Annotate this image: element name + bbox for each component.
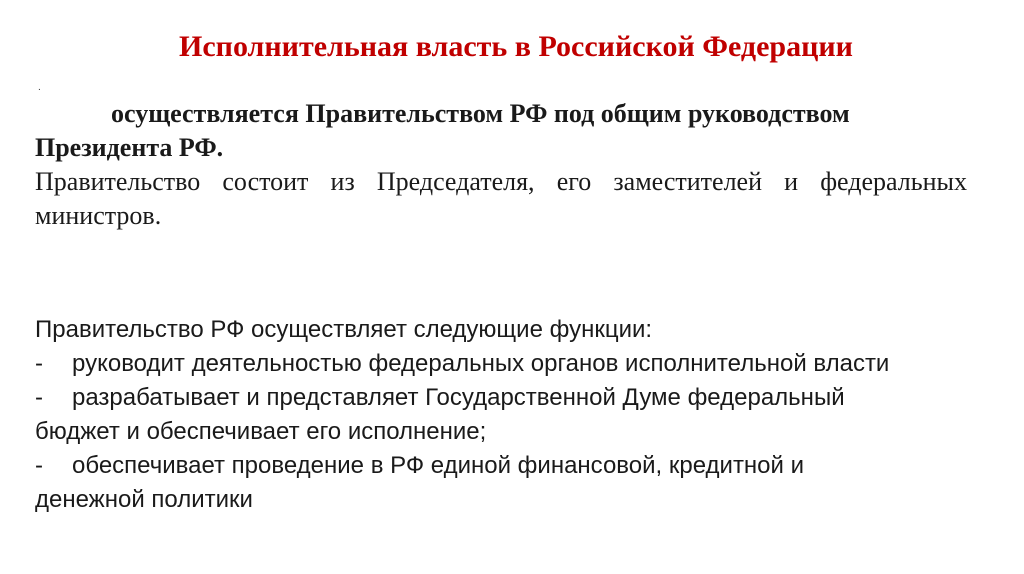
function-item-2	[35, 381, 1010, 449]
bullet-dash: -	[35, 384, 43, 411]
function-item-line: обеспечивает проведение в РФ единой финансовой, кредитной и	[72, 452, 805, 479]
function-item-1	[35, 347, 1010, 381]
function-item-text	[35, 449, 1010, 517]
function-item-text	[35, 381, 1010, 449]
intro-lead-text: осуществляется Правительством РФ под общим руководством Президента РФ.	[35, 99, 850, 162]
function-item-continuation: денежной политики	[35, 486, 253, 513]
functions-block	[35, 313, 1010, 517]
function-item-line: разрабатывает и представляет Государственной Думе федеральный	[72, 384, 845, 411]
intro-block	[35, 97, 967, 233]
decorative-dot: .	[38, 82, 41, 93]
bullet-dash: -	[35, 452, 43, 479]
function-item-text: руководит деятельностью федеральных органов исполнительной власти	[72, 350, 890, 377]
slide-title: Исполнительная власть в Российской Федерации	[179, 30, 853, 63]
functions-heading: Правительство РФ осуществляет следующие функции:	[35, 316, 653, 343]
function-item-continuation: бюджет и обеспечивает его исполнение;	[35, 418, 487, 445]
function-item-3	[35, 449, 1010, 517]
government-composition-text: Правительство состоит из Председателя, его заместителей и федеральных министров.	[35, 167, 967, 230]
bullet-dash: -	[35, 350, 43, 377]
